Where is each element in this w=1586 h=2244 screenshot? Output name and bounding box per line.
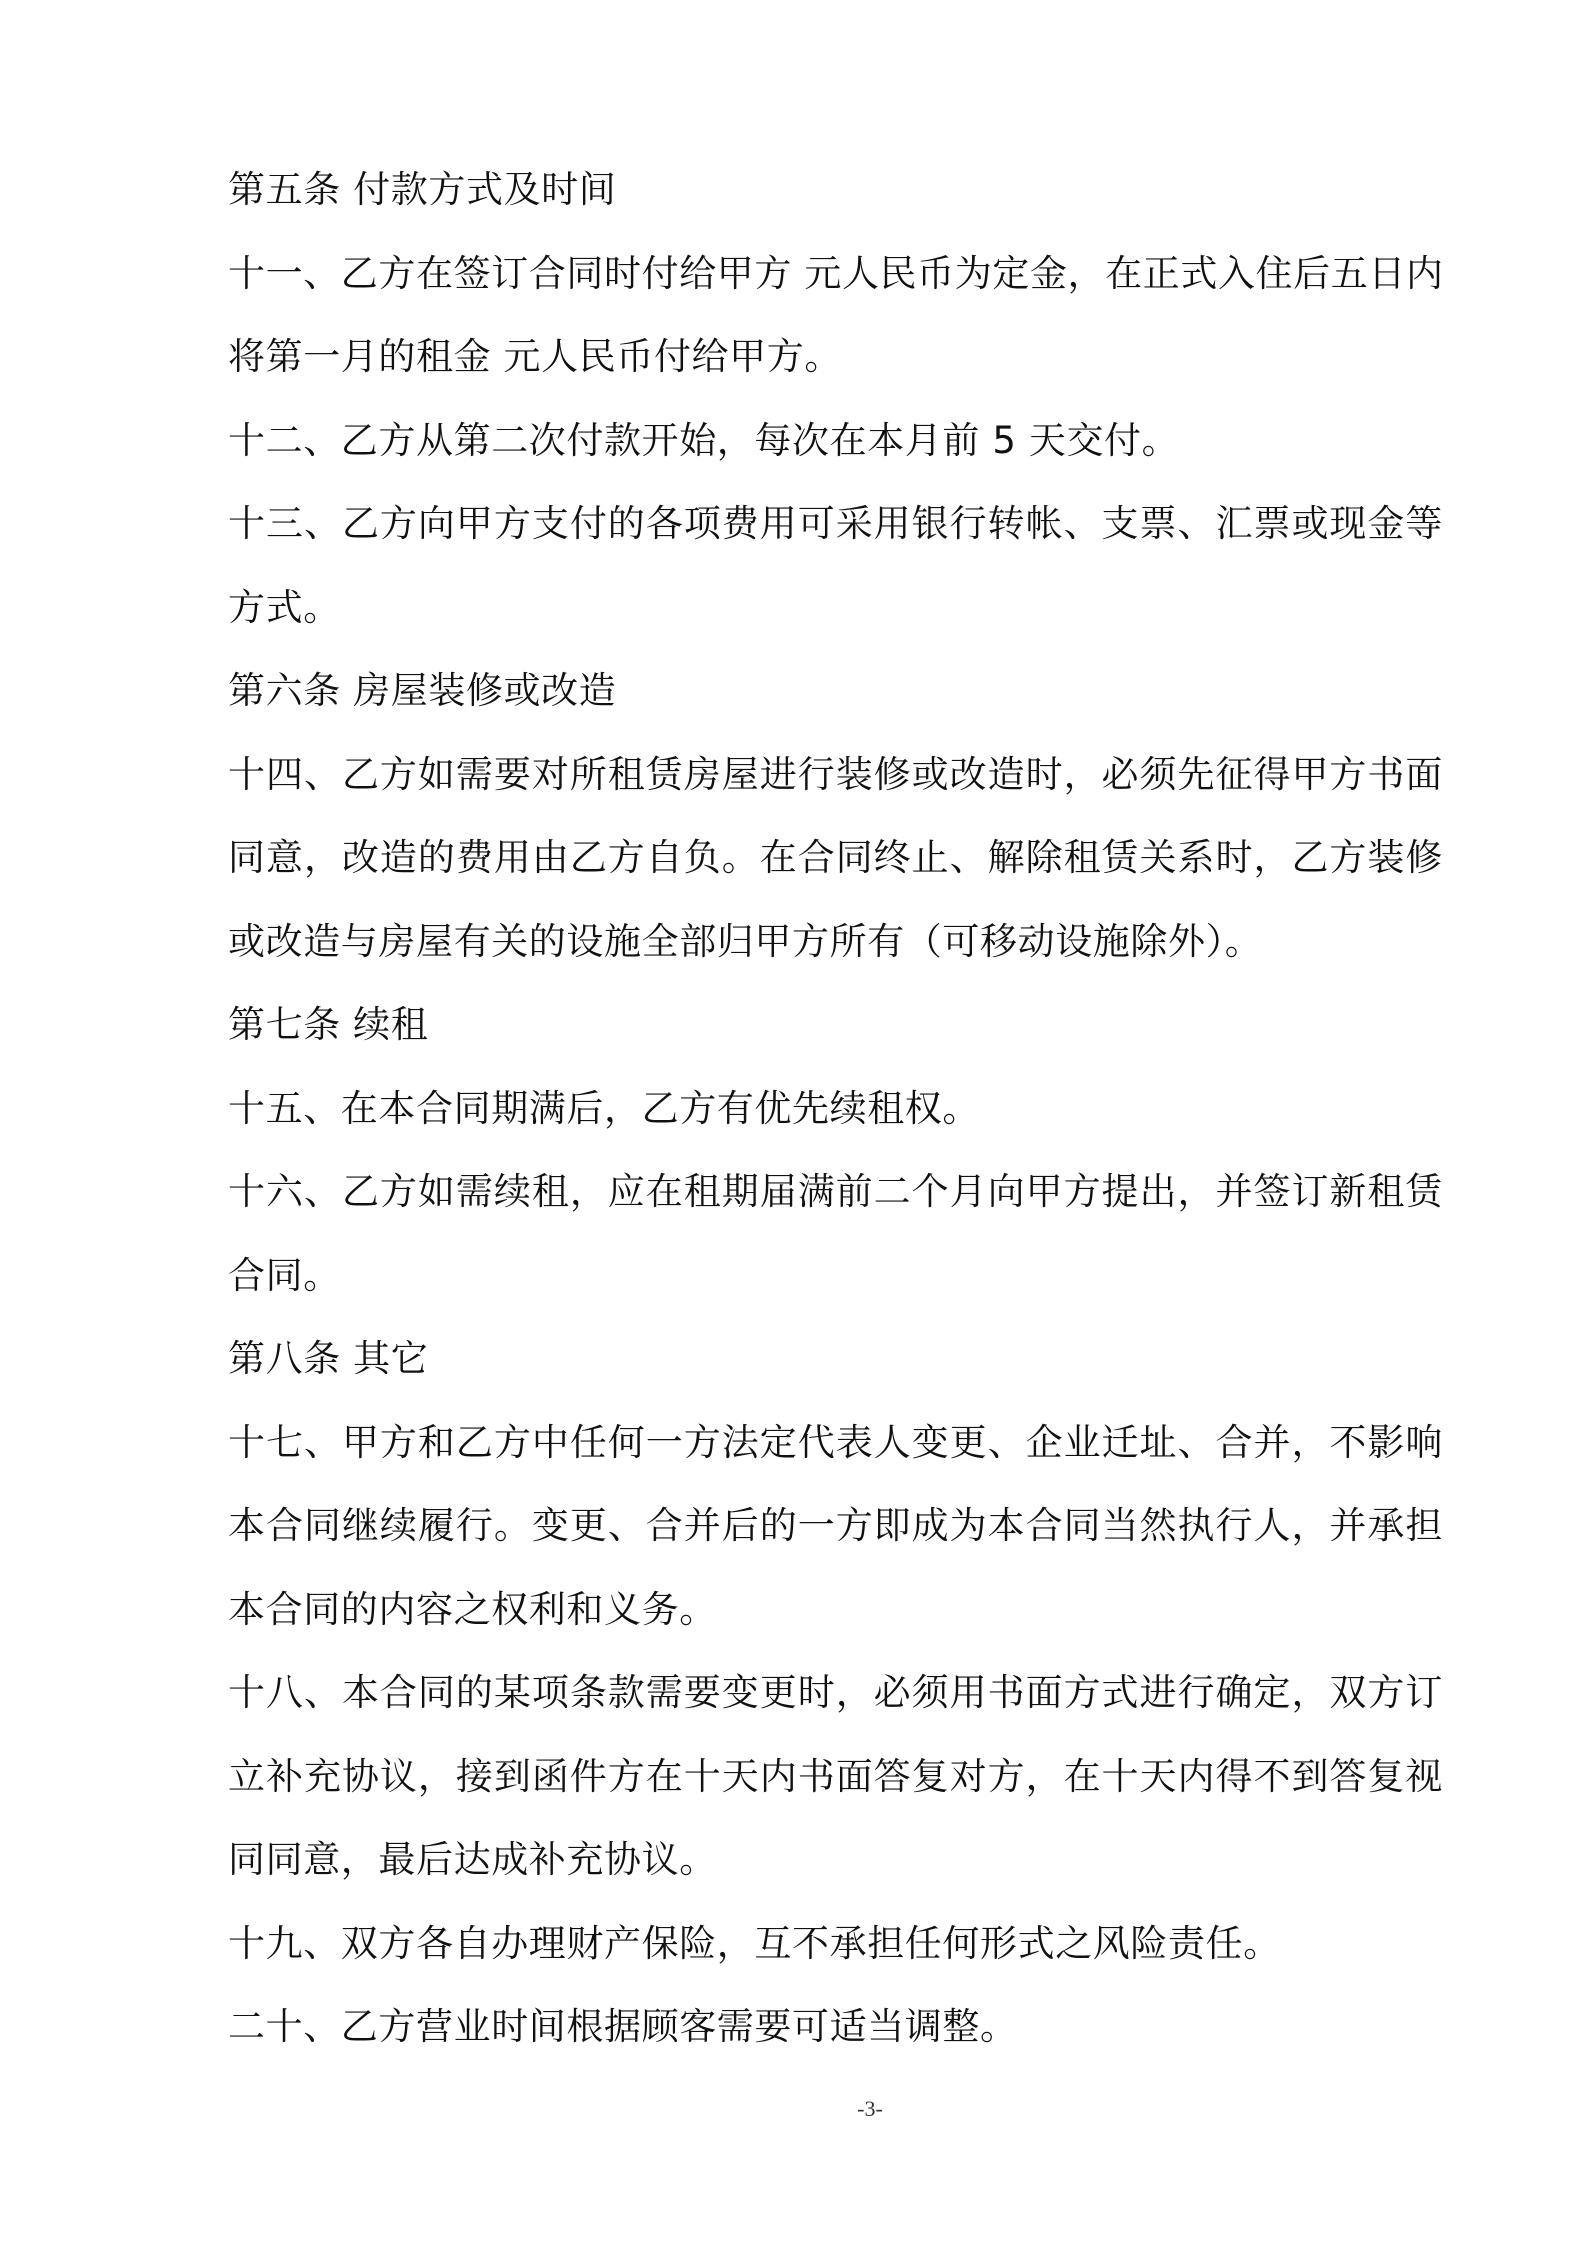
clause-14-line-2: 同意，改造的费用由乙方自负。在合同终止、解除租赁关系时，乙方装修 — [228, 836, 1443, 879]
clause-14-line-1: 十四、乙方如需要对所租赁房屋进行装修或改造时，必须先征得甲方书面 — [228, 752, 1443, 796]
clause-18-line-3: 同同意，最后达成补充协议。 — [228, 1838, 717, 1881]
clause-13-line-2: 方式。 — [228, 585, 341, 629]
clause-11-line-2: 将第一月的租金 元人民币付给甲方。 — [228, 335, 842, 378]
clause-18-line-1: 十八、本合同的某项条款需要变更时，必须用书面方式进行确定，双方订 — [228, 1671, 1443, 1714]
clause-17-line-3: 本合同的内容之权利和义务。 — [228, 1587, 717, 1631]
clause-15: 十五、在本合同期满后，乙方有优先续租权。 — [228, 1086, 980, 1130]
clause-20: 二十、乙方营业时间根据顾客需要可适当调整。 — [228, 2005, 1018, 2048]
article-6-heading: 第六条 房屋装修或改造 — [228, 669, 617, 712]
clause-13-line-1: 十三、乙方向甲方支付的各项费用可采用银行转帐、支票、汇票或现金等 — [228, 502, 1443, 545]
clause-16-line-1: 十六、乙方如需续租，应在租期届满前二个月向甲方提出，并签订新租赁 — [228, 1170, 1443, 1213]
clause-17-line-1: 十七、甲方和乙方中任何一方法定代表人变更、企业迁址、合并，不影响 — [228, 1420, 1443, 1464]
clause-18-line-2: 立补充协议，接到函件方在十天内书面答复对方，在十天内得不到答复视 — [228, 1754, 1443, 1798]
article-5-heading: 第五条 付款方式及时间 — [228, 168, 617, 211]
page-number: -3- — [857, 2096, 883, 2121]
clause-14-line-3: 或改造与房屋有关的设施全部归甲方所有（可移动设施除外）。 — [228, 919, 1263, 963]
contract-body — [228, 148, 1443, 2069]
article-7-heading: 第七条 续租 — [228, 1003, 429, 1046]
clause-17-line-2: 本合同继续履行。变更、合并后的一方即成为本合同当然执行人，并承担 — [228, 1504, 1443, 1547]
clause-12: 十二、乙方从第二次付款开始，每次在本月前 5 天交付。 — [228, 418, 1180, 462]
article-8-heading: 第八条 其它 — [228, 1337, 429, 1380]
clause-16-line-2: 合同。 — [228, 1253, 341, 1297]
clause-11-line-1: 十一、乙方在签订合同时付给甲方 元人民币为定金，在正式入住后五日内 — [228, 251, 1444, 295]
clause-19: 十九、双方各自办理财产保险，互不承担任何形式之风险责任。 — [228, 1921, 1281, 1965]
